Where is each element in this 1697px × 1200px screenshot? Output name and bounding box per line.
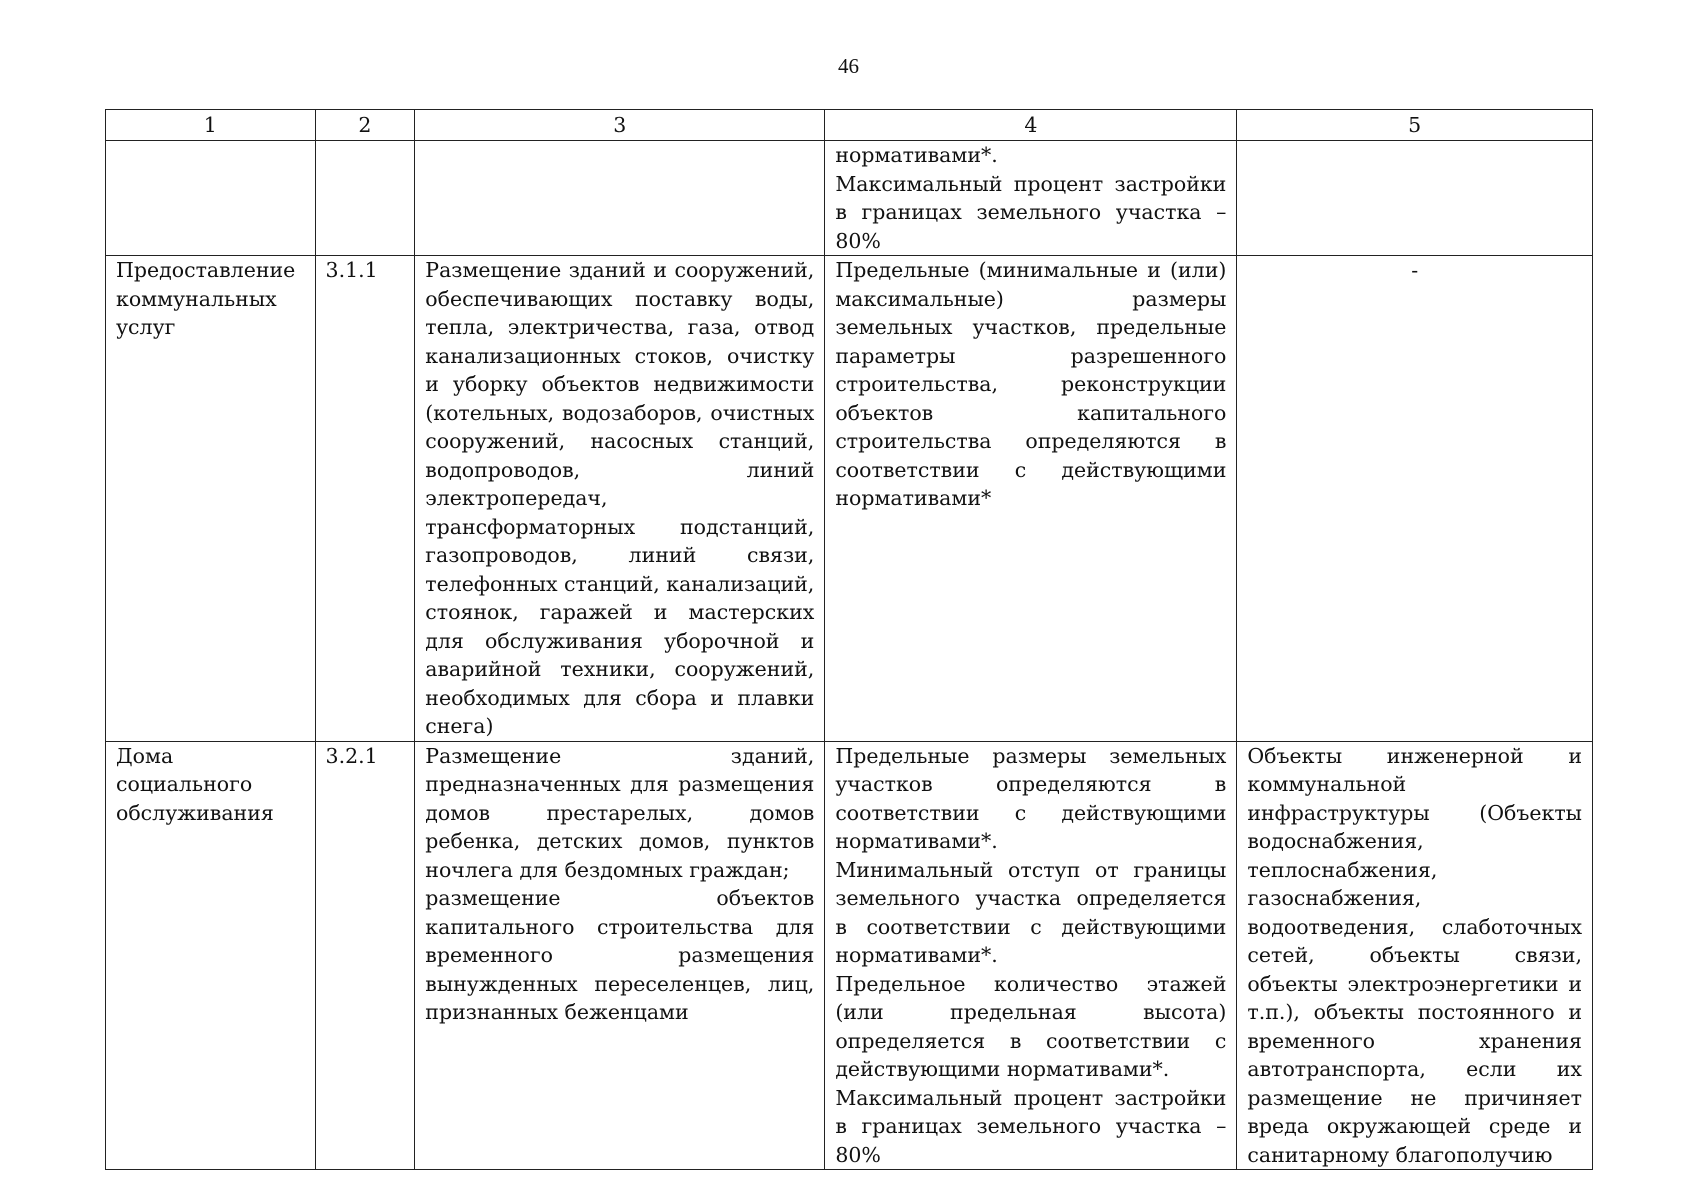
- usage-description-cell: Размещение зданий и сооружений, обеспечивающих поставку воды, тепла, электричества, газа, отвод канализационных стоков, очистку и уборку объектов недвижимости (котельных, водозаборов, очистных сооружений, насосных станций, водопроводов, линий электропередач, трансформаторных подстанций, газопроводов, линий связи, телефонных станций, канализаций, стоянок, гаражей и мастерских для обслуживания уборочной и аварийной техники, сооружений, необходимых для сбора и плавки снега): [415, 256, 825, 742]
- column-header-5: 5: [1237, 110, 1593, 141]
- column-header-3: 3: [415, 110, 825, 141]
- table-header-row: [106, 110, 1593, 141]
- column-header-2: 2: [315, 110, 415, 141]
- page-number: 46: [838, 54, 859, 78]
- restrictions-cell: Объекты инженерной и коммунальной инфраструктуры (Объекты водоснабжения, теплоснабжения, газоснабжения, водоотведения, слаботочных сетей, объекты связи, объекты электроэнергетики и т.п.), объекты постоянного и временного хранения автотранспорта, если их размещение не причиняет вреда окружающей среде и санитарному благополучию: [1237, 741, 1593, 1170]
- table-row: [106, 741, 1593, 1170]
- usage-name-cell: Дома социального обслуживания: [106, 741, 316, 1170]
- table-row: [106, 256, 1593, 742]
- regulations-table: [105, 109, 1593, 1170]
- usage-code-cell: [315, 141, 415, 256]
- usage-description-cell: [415, 141, 825, 256]
- usage-name-cell: Предоставление коммунальных услуг: [106, 256, 316, 742]
- restrictions-cell: [1237, 141, 1593, 256]
- usage-code-cell: 3.1.1: [315, 256, 415, 742]
- parameters-cell: нормативами*. Максимальный процент застройки в границах земельного участка – 80%: [825, 141, 1237, 256]
- column-header-4: 4: [825, 110, 1237, 141]
- column-header-1: 1: [106, 110, 316, 141]
- usage-description-cell: Размещение зданий, предназначенных для размещения домов престарелых, домов ребенка, детских домов, пунктов ночлега для бездомных граждан; размещение объектов капитального строительства для временного размещения вынужденных переселенцев, лиц, признанных беженцами: [415, 741, 825, 1170]
- restrictions-cell: -: [1237, 256, 1593, 742]
- usage-code-cell: 3.2.1: [315, 741, 415, 1170]
- table-row: [106, 141, 1593, 256]
- parameters-cell: Предельные размеры земельных участков определяются в соответствии с действующими нормативами*. Минимальный отступ от границы земельного участка определяется в соответствии с действующими нормативами*. Предельное количество этажей (или предельная высота) определяется в соответствии с действующими нормативами*. Максимальный процент застройки в границах земельного участка – 80%: [825, 741, 1237, 1170]
- parameters-cell: Предельные (минимальные и (или) максимальные) размеры земельных участков, предельные параметры разрешенного строительства, реконструкции объектов капитального строительства определяются в соответствии с действующими нормативами*: [825, 256, 1237, 742]
- usage-name-cell: [106, 141, 316, 256]
